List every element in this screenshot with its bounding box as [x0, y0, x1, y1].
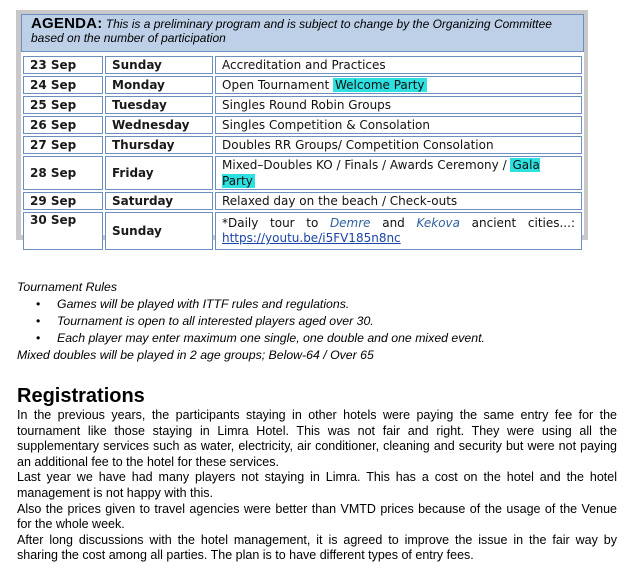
rules-heading: Tournament Rules — [17, 280, 118, 294]
list-item: • Tournament is open to all interested players aged over 30. — [57, 313, 617, 330]
agenda-day: Monday — [105, 76, 213, 94]
list-item: • Games will be played with ITTF rules and regulations. — [57, 296, 617, 313]
agenda-title: AGENDA: — [31, 15, 103, 32]
rules-list — [17, 296, 617, 347]
registrations-section — [17, 384, 617, 564]
agenda-date: 30 Sep — [23, 212, 103, 250]
place-demre: Demre — [329, 216, 371, 230]
table-row — [23, 56, 582, 74]
agenda-note: This is a preliminary program and is subject to change by the Organizing Committee based on the number of participation — [31, 17, 552, 45]
tour-word: ancient — [471, 216, 517, 230]
agenda-day: Tuesday — [105, 96, 213, 114]
agenda-day: Friday — [105, 156, 213, 190]
table-row — [23, 136, 582, 154]
tour-video-link[interactable]: https://youtu.be/i5FV185n8nc — [222, 231, 401, 245]
agenda-event — [215, 76, 582, 94]
agenda-date: 28 Sep — [23, 156, 103, 190]
table-row — [23, 116, 582, 134]
agenda-day: Saturday — [105, 192, 213, 210]
tour-word: and — [382, 216, 405, 230]
agenda-event: Accreditation and Practices — [215, 56, 582, 74]
tour-word: tour — [270, 216, 295, 230]
agenda-event: Relaxed day on the beach / Check-outs — [215, 192, 582, 210]
agenda-event — [215, 212, 582, 250]
agenda-event: Doubles RR Groups/ Competition Consolation — [215, 136, 582, 154]
tour-word: to — [306, 216, 319, 230]
welcome-party-highlight: Welcome Party — [335, 78, 425, 92]
list-item: • Each player may enter maximum one single, one double and one mixed event. — [57, 330, 617, 347]
agenda-day: Thursday — [105, 136, 213, 154]
registrations-heading: Registrations — [17, 385, 145, 407]
agenda-event-text: Mixed–Doubles KO / Finals / Awards Ceremony / — [222, 158, 507, 172]
agenda-event: Singles Competition & Consolation — [215, 116, 582, 134]
agenda-date: 29 Sep — [23, 192, 103, 210]
place-kekova: Kekova — [416, 216, 461, 230]
registrations-paragraph: After long discussions with the hotel management, it is agreed to improve the issue in the fair way by sharing the cost among all parties. The plan is to have different types of entry fees. — [17, 532, 617, 563]
agenda-day: Sunday — [105, 212, 213, 250]
tour-word: *Daily — [222, 216, 259, 230]
agenda-day: Wednesday — [105, 116, 213, 134]
agenda-event: Singles Round Robin Groups — [215, 96, 582, 114]
tournament-rules — [17, 279, 617, 364]
rules-footer: Mixed doubles will be played in 2 age groups; Below-64 / Over 65 — [17, 348, 374, 362]
agenda-event-text: Open Tournament — [222, 78, 330, 92]
agenda-event — [215, 156, 582, 190]
agenda-date: 23 Sep — [23, 56, 103, 74]
daily-tour-line — [222, 216, 575, 231]
registrations-paragraph: Last year we have had many players not staying in Limra. This has a cost on the hotel and the hotel management is not happy with this. — [17, 470, 617, 500]
agenda-table — [21, 14, 584, 245]
agenda-date: 25 Sep — [23, 96, 103, 114]
table-row — [23, 156, 582, 190]
agenda-date: 27 Sep — [23, 136, 103, 154]
tour-word: cities...: — [527, 216, 575, 230]
agenda-date: 24 Sep — [23, 76, 103, 94]
registrations-paragraph: In the previous years, the participants staying in other hotels were paying the same entry fee for the tournament like those staying in Limra Hotel. This was not fair and right. They were using all the supplementary services such as water, electricity, air conditioner, cleaning and security but were not paying an additional fee to the hotel for these services. — [17, 408, 617, 469]
agenda-day: Sunday — [105, 56, 213, 74]
agenda-schedule — [21, 54, 584, 252]
gala-party-highlight: Gala Party — [222, 158, 540, 188]
table-row — [23, 212, 582, 250]
table-row — [23, 76, 582, 94]
agenda-date: 26 Sep — [23, 116, 103, 134]
agenda-header — [21, 14, 584, 52]
registrations-paragraph: Also the prices given to travel agencies were better than VMTD prices because of the usage of the Venue for the whole week. — [17, 501, 617, 532]
agenda-table-frame — [16, 10, 588, 245]
table-row — [23, 96, 582, 114]
table-row — [23, 192, 582, 210]
